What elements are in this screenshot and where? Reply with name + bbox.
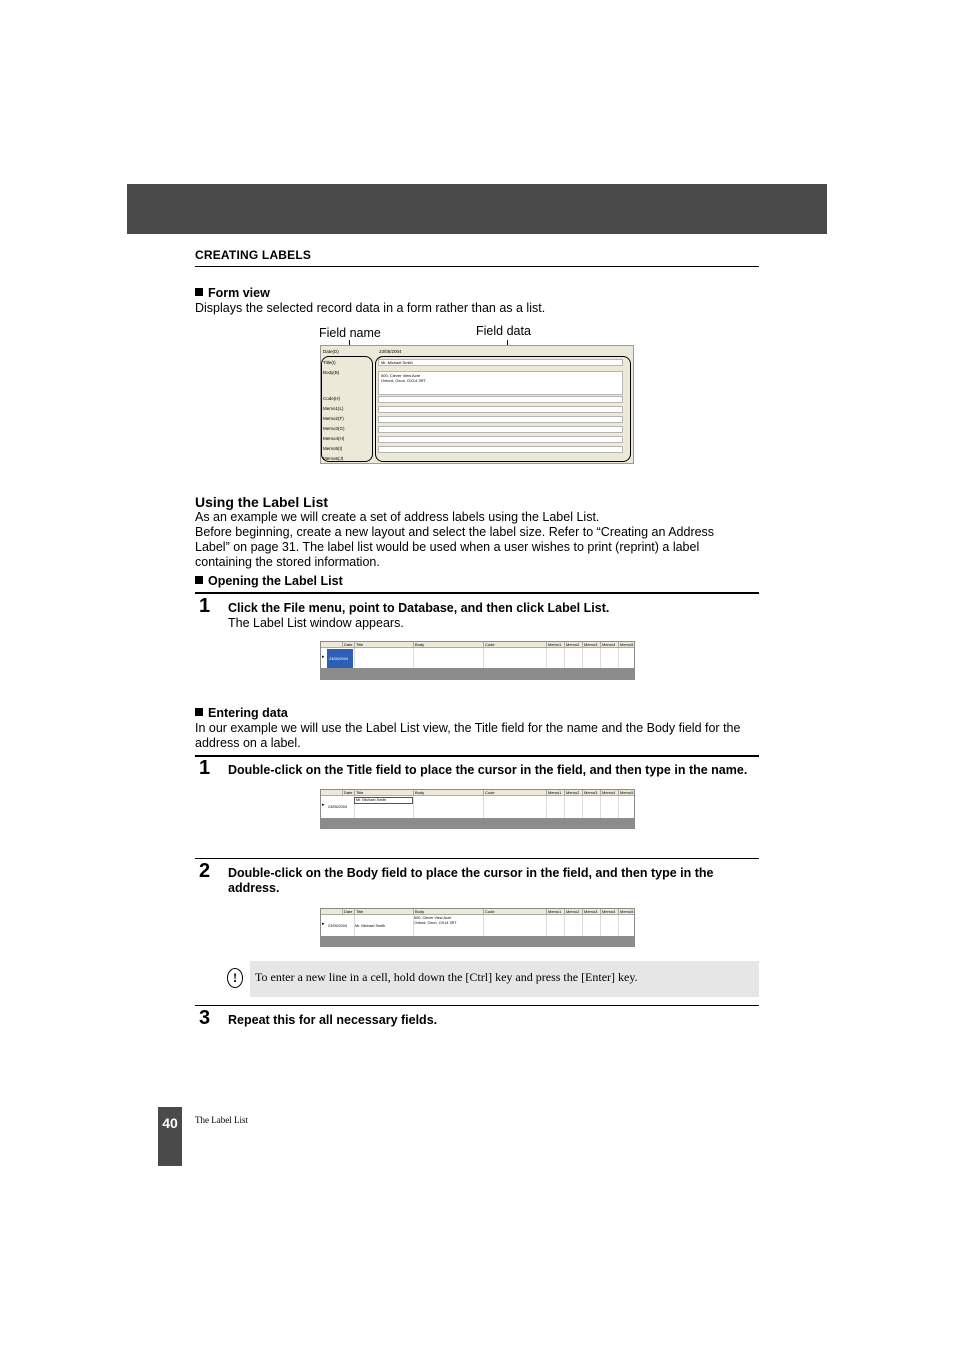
entering-heading: Entering data	[195, 706, 288, 720]
list-col-header: Memo2	[564, 909, 582, 915]
label-list-screenshot-2	[320, 789, 635, 829]
field-name-highlight	[321, 356, 373, 462]
form-label: Memo6(J)	[323, 456, 344, 461]
list-col-header: Memo5	[618, 790, 635, 796]
date-cell: 23/05/2004	[328, 805, 348, 809]
list-col-header: Memo1	[546, 642, 564, 648]
step-rule	[195, 858, 759, 859]
square-bullet-icon	[195, 288, 203, 296]
form-label: Memo4(H)	[323, 436, 345, 441]
label-list-p3: Label” on page 31. The label list would be used when a user wishes to print (reprint) a label	[195, 540, 700, 554]
list-col-header: Memo5	[618, 909, 635, 915]
row-pointer-icon: ▸	[322, 654, 325, 660]
body-cell-line2: Oxford, Oxon. OX14 3RT	[414, 920, 457, 925]
list-col-header: Code	[483, 909, 546, 915]
row-pointer-icon: ▸	[322, 921, 325, 927]
square-bullet-icon	[195, 708, 203, 716]
form-label: Memo2(F)	[323, 416, 344, 421]
list-col-header: Memo3	[582, 642, 600, 648]
form-label: Memo5(I)	[323, 446, 343, 451]
list-col-header: Memo2	[564, 790, 582, 796]
form-label: Code(H)	[323, 396, 341, 401]
list-col-header: Memo1	[546, 790, 564, 796]
step-text: address.	[228, 881, 280, 895]
callout-field-name: Field name	[319, 326, 381, 340]
form-body-field[interactable]: 500, Clever View Acre Oxford, Oxon. OX14 3RT	[378, 371, 623, 395]
step-text: Repeat this for all necessary fields.	[228, 1013, 438, 1027]
form-label: Date(D)	[323, 349, 339, 354]
list-col-header: Code	[483, 790, 546, 796]
label-list-screenshot-1	[320, 641, 635, 680]
section-rule	[195, 266, 759, 267]
title-cell: Mr. Michael Smith	[355, 924, 386, 928]
label-list-p2: Before beginning, create a new layout and select the label size. Refer to “Creating an Address	[195, 525, 715, 539]
form-date-value: 23/05/2004	[379, 349, 402, 354]
footer-text: The Label List	[195, 1115, 248, 1125]
step-text: Double-click on the Title field to place the cursor in the field, and then type in the name.	[228, 763, 748, 777]
form-view-desc: Displays the selected record data in a form rather than as a list.	[195, 301, 546, 315]
list-col-header: Date	[344, 642, 353, 647]
exclamation-icon: !	[227, 968, 243, 988]
form-label: Body(B)	[323, 370, 340, 375]
list-col-header: Memo3	[582, 909, 600, 915]
form-label: Memo3(G)	[323, 426, 345, 431]
step-number: 1	[199, 757, 211, 779]
page-number: 40	[162, 1115, 178, 1131]
label-list-screenshot-3	[320, 908, 635, 947]
selected-date-cell[interactable]: 23/05/2004	[327, 649, 353, 669]
entering-p1: In our example we will use the Label List view, the Title field for the name and the Body field for the	[195, 721, 741, 735]
list-empty-area	[321, 668, 634, 679]
list-col-header: Date	[344, 909, 353, 914]
date-cell: 23/05/2004	[328, 924, 348, 928]
list-col-header: Memo3	[582, 790, 600, 796]
list-col-header: Date	[344, 790, 353, 795]
callout-field-data: Field data	[476, 324, 531, 338]
step-text: Click the File menu, point to Database, and then click Label List.	[228, 601, 610, 615]
list-col-header: Memo4	[600, 790, 618, 796]
list-col-header: Memo5	[618, 642, 635, 648]
list-col-header: Title	[354, 642, 413, 648]
title-cell-editing[interactable]: Mr. Michael Smith	[354, 797, 413, 804]
page-number-tab	[158, 1107, 182, 1166]
form-view-screenshot	[320, 345, 634, 464]
list-col-header: Title	[354, 790, 413, 796]
row-pointer-icon: ▸	[322, 802, 325, 808]
list-col-header: Memo2	[564, 642, 582, 648]
form-label: Memo1(L)	[323, 406, 344, 411]
field-data-highlight	[375, 356, 631, 462]
label-list-heading: Using the Label List	[195, 494, 329, 510]
step-text: Double-click on the Body field to place the cursor in the field, and then type in the	[228, 866, 714, 880]
list-col-header: Code	[483, 642, 546, 648]
header-band	[127, 184, 827, 234]
step-rule	[195, 592, 759, 594]
note-text: To enter a new line in a cell, hold down the [Ctrl] key and press the [Enter] key.	[255, 970, 638, 984]
list-col-header: Memo4	[600, 909, 618, 915]
form-title-field[interactable]: Mr. Michael Smith	[378, 359, 623, 366]
body-cell-line1[interactable]: 500, Clever View Acre	[414, 916, 452, 920]
section-title: CREATING LABELS	[195, 248, 312, 262]
label-list-p4: containing the stored information.	[195, 555, 380, 569]
list-col-header: Body	[413, 909, 483, 915]
step-number: 3	[199, 1007, 211, 1029]
list-col-header: Memo1	[546, 909, 564, 915]
step-result: The Label List window appears.	[228, 616, 404, 630]
opening-heading: Opening the Label List	[195, 574, 343, 588]
form-label: Title(I)	[323, 360, 336, 365]
label-list-p1: As an example we will create a set of address labels using the Label List.	[195, 510, 600, 524]
form-view-heading: Form view	[195, 286, 270, 300]
step-number: 1	[199, 595, 211, 617]
list-col-header: Body	[413, 790, 483, 796]
entering-p2: address on a label.	[195, 736, 301, 750]
list-col-header: Body	[413, 642, 483, 648]
step-rule	[195, 755, 759, 757]
list-col-header: Memo4	[600, 642, 618, 648]
list-col-header: Title	[354, 909, 413, 915]
step-rule	[195, 1005, 759, 1006]
square-bullet-icon	[195, 576, 203, 584]
step-number: 2	[199, 860, 211, 882]
